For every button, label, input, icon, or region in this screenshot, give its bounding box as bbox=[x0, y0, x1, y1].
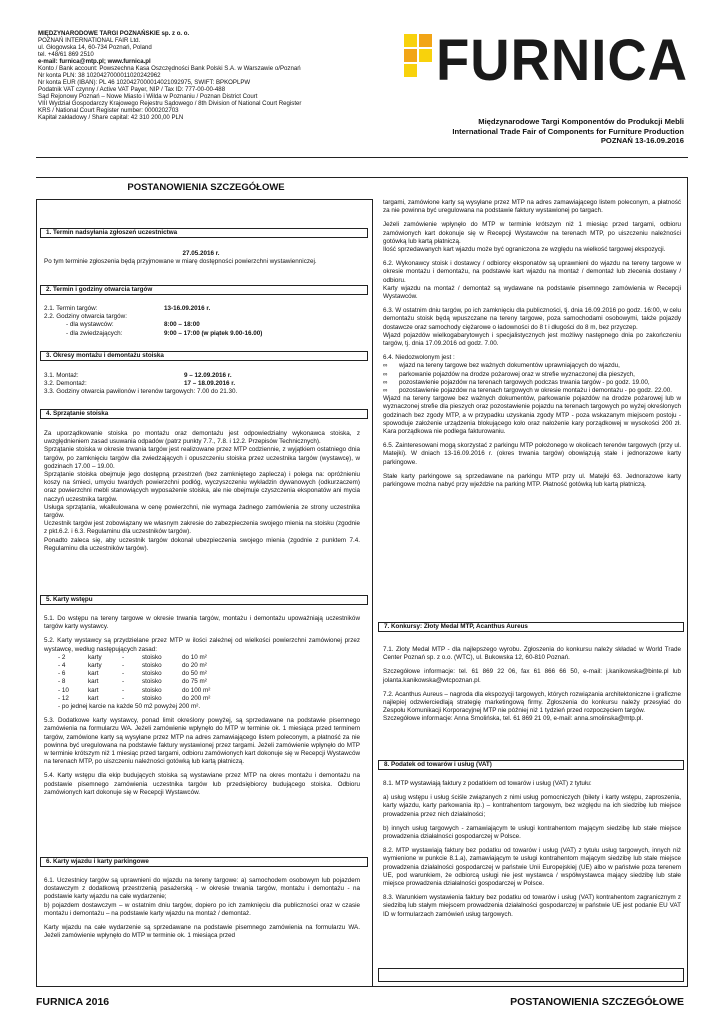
s5-paragraph: 5.3. Dodatkowe karty wystawcy, ponad limit określony powyżej, są sprzedawane na podstawie pisemnego zamówienia na formularzu WA. Jeżeli zamówienie wpłynęło do MTP w terminie ok. 1 miesiąca przed terminem targów, zamówione karty są wysyłane przez MTP na adres zamawiającego listem poleconym, a płatność za nie powinna być uregulowana na podstawie faktury wystawionej przez targami. Jeżeli zamówienie wpłynęło do MTP w terminie krótszym niż 1 miesiąc przed targami, odbioru zamówionych kart dokonuje się w Recepcji Wystawców na terenach MTP, po uiszczeniu należności gotówką lub kartą płatniczą. bbox=[44, 717, 360, 766]
r-paragraph: 8.1. MTP wystawiają faktury z podatkiem od towarów i usług (VAT) z tytułu: bbox=[383, 780, 592, 787]
title-divider-top bbox=[36, 177, 688, 178]
section-3-body bbox=[44, 372, 358, 397]
empty-box bbox=[378, 968, 684, 982]
cards-row: - 8 kart - stoisko do 75 m² bbox=[58, 678, 207, 686]
section-8-body bbox=[383, 780, 681, 925]
s3-value: 9 – 12.09.2016 r. bbox=[184, 372, 232, 379]
s6-paragraph: b) pojazdem dostawczym – w ostatnim dniu targów, dopiero po ich zamknięciu dla publiczności oraz w czasie montażu i demontażu – na podstawie karty wjazdu na montaż / demontaż. bbox=[44, 901, 360, 917]
cards-row: - 4 karty - stoisko do 20 m² bbox=[58, 662, 207, 670]
r-paragraph: 7.2. Acanthus Aureus – nagroda dla ekspozycji targowych, których rozwiązania architektoniczne i graficzne najlepiej odzwierciedlają strategię marketingową firmy. Zgłoszenia do konkursu należy przesyłać do Zespołu Komunikacji Korporacyjnej MTP nie później niż 1 tydzień przed rozpoczęciem targów. bbox=[383, 690, 681, 715]
section-2-body bbox=[44, 305, 358, 338]
s3-value: 17 – 18.09.2016 r. bbox=[184, 380, 236, 388]
r-paragraph: Ilość sprzedawanych kart wjazdu może być ograniczona ze względu na wielkość targowej ekspozycji. bbox=[383, 246, 666, 254]
s2-label: 2.2. Godziny otwarcia targów: bbox=[44, 313, 127, 321]
r-paragraph: Wjazd pojazdów wielkogabarytowych i specjalistycznych jest możliwy następnego dnia po zakończeniu targów, tj. dnia 17.09.2016 od godz. 7.00. bbox=[383, 331, 681, 348]
r-paragraph: targami, zamówione karty są wysyłane przez MTP na adres zamawiającego listem poleconym, a płatność za nie powinna być uregulowana na podstawie faktury wystawionej po targach. bbox=[383, 199, 681, 215]
company-line: KRS / National Court Register number: 0000202703 bbox=[38, 107, 179, 114]
tagline-date: POZNAŃ 13-16.09.2016 bbox=[600, 136, 684, 146]
list-item: ∞ parkowanie pojazdów na drodze pożarowej oraz w strefie wyznaczonej dla pieszych, bbox=[383, 370, 635, 378]
section-4-heading: 4. Sprzątanie stoiska bbox=[40, 409, 368, 419]
company-line: Konto / Bank account: Powszechna Kasa Oszczędności Bank Polski S.A. w Warszawie o/Poznań bbox=[38, 65, 301, 72]
cards-row: - 2 karty - stoisko do 10 m² bbox=[58, 653, 207, 661]
s3-hours: 3.3. Godziny otwarcia pawilonów i terenów targowych: 7.00 do 21.30. bbox=[44, 388, 238, 396]
section-6-heading: 6. Karty wjazdu i karty parkingowe bbox=[40, 857, 368, 867]
r-paragraph: 8.2. MTP wystawiają faktury bez podatku od towarów i usług (VAT) z tytułu usług targowych, innych niż wymienione w punkcie 8.1.a), zamawiającym te usługi kontrahentom mającym siedzibę lub stałe miejsce prowadzenia działalności gospodarczej w państwie Unii Europejskiej (UE) albo w państwie poza terenem UE, pod warunkiem, że odbiorcą usługi nie jest wystawca / współwystawca mający siedzibę lub stałe miejsce prowadzenia działalności gospodarczej w Polsce. bbox=[383, 847, 681, 888]
company-line: Podatnik VAT czynny / Active VAT Payer, NIP / Tax ID: 777-00-00-488 bbox=[38, 86, 226, 93]
r-paragraph: Jeżeli zamówienie wpłynęło do MTP w terminie krótszym niż 1 miesiąc przed targami, odbioru zamówionych kart dokonuje się w Recepcji Wystawców na terenach MTP, po uiszczeniu należności gotówką lub kartą płatniczą. bbox=[383, 221, 681, 245]
r-paragraph: Szczegółowe informacje: tel. 61 869 22 06, fax 61 866 66 50, e-mail: j.kanikowska@binte.pl lub jolanta.kanikowska@wtcpoznan.pl. bbox=[383, 668, 681, 684]
s2-label: - dla zwiedzających: bbox=[66, 329, 123, 337]
s2-value: 8:00 – 18:00 bbox=[164, 321, 200, 329]
left-border bbox=[36, 199, 37, 986]
list-item: ∞ wjazd na tereny targowe bez ważnych dokumentów uprawniających do wjazdu, bbox=[383, 362, 620, 370]
tagline-pl: Międzynarodowe Targi Komponentów do Produkcji Mebli bbox=[478, 117, 684, 126]
cards-row: - 10 kart - stoisko do 100 m² bbox=[58, 686, 211, 694]
r-paragraph: Stałe karty parkingowe są sprzedawane na parkingu MTP przy ul. Matejki 63. Jednorazowe karty parkingowe można nabyć przy wjeździe na parking MTP. Płatność gotówką lub kartą płatniczą. bbox=[383, 472, 681, 489]
section-4-body bbox=[44, 430, 360, 553]
company-info bbox=[38, 30, 368, 121]
right-column bbox=[383, 199, 681, 495]
footer-left: FURNICA 2016 bbox=[36, 996, 110, 1008]
section-1-body bbox=[44, 250, 358, 272]
section-6-body bbox=[44, 877, 360, 946]
s4-paragraph: Sprzątanie stoiska w okresie trwania targów jest realizowane przez MTP codziennie, z wyjątkiem ostatniego dnia targów, po zamknięciu targów dla zwiedzających i opuszczeniu stoiska przez uczestnika targów (wystawcę), w godzinach 17.00 – 19.00. bbox=[44, 446, 360, 470]
section-3-heading: 3. Okresy montażu i demontażu stoiska bbox=[40, 351, 368, 361]
s6-paragraph: 6.1. Uczestnicy targów są uprawnieni do wjazdu na tereny targowe: a) samochodem osobowym lub pojazdem dostawczym z dodatkową przestrzenią pasażerską - w okresie trwania targów, montażu i demontażu - na podstawie karty wjazdu na całe wydarzenie; bbox=[44, 877, 360, 901]
fair-tagline bbox=[344, 117, 684, 146]
r-paragraph: 6.3. W ostatnim dniu targów, po ich zamknięciu dla publiczności, tj. dnia 16.09.2016 po godz. 16:00, w celu demontażu stoisk będą wpuszczane na tereny targowe, poza samochodami osobowymi, także pojazdy dostawcze oraz samochody ciężarowe o ładowności do 8 t i długości do 8 m, bez przyczep. bbox=[383, 307, 681, 331]
title-divider-bottom bbox=[36, 199, 372, 200]
s5-paragraph: 5.1. Do wstępu na tereny targowe w okresie trwania targów, montażu i demontażu upoważniają uczestników targów karty wystawcy. bbox=[44, 615, 360, 631]
s3-label: 3.2. Demontaż: bbox=[44, 380, 87, 388]
r-paragraph: Szczegółowe informacje: Anna Smolińska, tel. 61 869 21 09, e-mail: anna.smolinska@mtp.pl. bbox=[383, 715, 644, 723]
r-paragraph: 8.3. Warunkiem wystawienia faktury bez podatku od towarów i usług (VAT) kontrahentom zagranicznym z siedzibą lub stałym miejscem prowadzenia działalności gospodarczej w państwie UE jest podanie EU VAT ID w formularzach zamówień usług targowych. bbox=[383, 894, 681, 918]
company-line: tel. +48/61 869 2510 bbox=[38, 51, 94, 58]
footer-divider bbox=[36, 986, 688, 987]
list-item: ∞ pozostawienie pojazdów na terenach targowych podczas trwania targów - po godz. 19.00, bbox=[383, 378, 650, 386]
tagline-en: International Trade Fair of Components for Furniture Production bbox=[452, 126, 684, 136]
s4-paragraph: Usługa sprzątania, wkalkulowana w cenę powierzchni, nie wymaga żadnego zamówienia ze strony uczestnika targów. bbox=[44, 503, 360, 520]
company-line: Nr konta EUR (IBAN): PL 46 1020427000014021092975, SWIFT: BPKOPLPW bbox=[38, 79, 251, 86]
section-5-heading: 5. Karty wstępu bbox=[40, 595, 368, 605]
company-line: Kapitał zakładowy / Share capital: 42 310 200,00 PLN bbox=[38, 114, 184, 121]
cards-note: - po jednej karcie na każde 50 m2 powyżej 200 m². bbox=[58, 703, 201, 711]
section-1-heading: 1. Termin nadsyłania zgłoszeń uczestnictwa bbox=[40, 228, 368, 238]
svg-text:FURNICA: FURNICA bbox=[436, 30, 688, 92]
furnica-logo bbox=[400, 30, 690, 92]
s5-paragraph: 5.2. Karty wystawcy są przydzielane przez MTP w ilości zależnej od wielkości powierzchni zamówionej przez wystawcę, według następujących zasad: bbox=[44, 637, 360, 653]
company-line: e-mail: furnica@mtp.pl; www.furnica.pl bbox=[38, 58, 151, 65]
section-7-heading: 7. Konkursy: Złoty Medal MTP, Acanthus Aureus bbox=[378, 622, 684, 632]
r-paragraph: 6.5. Zainteresowani mogą skorzystać z parkingu MTP położonego w okolicach terenów targowych (przy ul. Matejki). W dniach 13-16.09.2016 r. (okres trwania targów) obowiązują stałe i jednorazowe karty parkingowe. bbox=[383, 442, 681, 466]
cards-table bbox=[44, 654, 360, 711]
s2-value: 9:00 – 17:00 (w piątek 9.00-16.00) bbox=[164, 329, 263, 337]
r-paragraph: 6.2. Wykonawcy stoisk i dostawcy / odbiorcy eksponatów są uprawnieni do wjazdu na tereny targowe w okresie montażu i demontażu, na podstawie kart wjazdu na montaż / demontaż lub zlecenia dostawy / odbioru. bbox=[383, 260, 681, 284]
column-divider bbox=[372, 199, 373, 986]
company-line: ul. Głogowska 14, 60-734 Poznań, Poland bbox=[38, 44, 152, 51]
section-8-heading: 8. Podatek od towarów i usług (VAT) bbox=[378, 760, 684, 770]
r-paragraph: Karty wjazdu na montaż / demontaż są wydawane na podstawie pisemnego zamówienia w Recepcji Wystawców. bbox=[383, 284, 681, 301]
company-line: MIĘDZYNARODOWE TARGI POZNAŃSKIE sp. z o. o. bbox=[38, 30, 190, 37]
s2-value: 13-16.09.2016 r. bbox=[164, 305, 211, 312]
deadline-date: 27.05.2016 r. bbox=[182, 250, 220, 257]
section-5-body bbox=[44, 615, 360, 803]
s5-paragraph: 5.4. Karty wstępu dla ekip budujących stoiska są wystawiane przez MTP na okres montażu i demontażu na podstawie pisemnego zamówienia uczestnika targów lub przedsiębiorcy budującego stoiska. Odbioru zamówionych kart dokonuje się w Recepcji Wystawców. bbox=[44, 772, 360, 796]
s4-paragraph: Ponadto zaleca się, aby uczestnik targów dokonał ubezpieczenia swojego mienia (zgodnie z punktem 7.4. Regulaminu dla uczestników targów). bbox=[44, 536, 360, 552]
r-paragraph: 7.1. Złoty Medal MTP - dla najlepszego wyrobu. Zgłoszenia do konkursu należy składać w World Trade Center Poznań sp. z o.o. (WTC), ul. Bukowska 12, 60-810 Poznań. bbox=[383, 646, 681, 662]
right-border bbox=[687, 177, 688, 986]
s2-label: - dla wystawców: bbox=[66, 321, 114, 329]
company-line: VIII Wydział Gospodarczy Krajowego Rejestru Sądowego / 8th Division of National Court Register bbox=[38, 100, 302, 107]
s6-paragraph: Karty wjazdu na całe wydarzenie są sprzedawane na podstawie pisemnego zamówienia na formularzu WA. Jeżeli zamówienie wpłynęło do MTP w terminie ok. 1 miesiąca przed bbox=[44, 924, 360, 940]
header-divider bbox=[36, 157, 688, 158]
s4-paragraph: Uczestnik targów jest zobowiązany we własnym zakresie do zabezpieczenia swojego mienia na stoisku (zgodnie z pkt.6.2. i 6.3. Regulaminu dla uczestników targów). bbox=[44, 520, 360, 536]
page-title: POSTANOWIENIA SZCZEGÓŁOWE bbox=[127, 182, 285, 193]
r-paragraph: 6.4. Niedozwolonym jest : bbox=[383, 354, 455, 362]
r-paragraph: Wjazd na tereny targowe bez ważnych dokumentów, parkowanie pojazdów na drodze pożarowej lub w wyznaczonej strefie dla pieszych oraz pozostawienie pojazdu na terenach targowych po wyżej określonych godzinach bez zgody MTP, a w przypadku uzyskania zgody MTP - poza wskazanym miejscem postoju - spowoduje założenie urządzenia blokującego koło oraz nałożenie kary porządkowej w wysokości 200 zł. Kara porządkowa nie podlega fakturowaniu. bbox=[383, 395, 681, 436]
s4-paragraph: Sprzątanie stoiska obejmuje jego dostępną przestrzeń (bez zamkniętego zaplecza) i polega na: opróżnieniu koszy na śmieci, umyciu twardych powierzchni podłóg, wyczyszczeniu wykładzin dywanowych (odkurzaczem) oraz powierzchni mebli stanowiących wyposażenie stoiska, ale nie obejmuje czyszczenia eksponatów ani mycia naczyń uczestnika targów. bbox=[44, 471, 360, 503]
company-line: POZNAŃ INTERNATIONAL FAIR Ltd. bbox=[38, 37, 141, 44]
list-item: ∞ pozostawienie pojazdów na terenach targowych w okresie montażu i demontażu - po godz. 22.00. bbox=[383, 387, 673, 395]
cards-row: - 12 kart - stoisko do 200 m² bbox=[58, 694, 211, 702]
cards-row: - 6 kart - stoisko do 50 m² bbox=[58, 670, 207, 678]
company-line: Sąd Rejonowy Poznań – Nowe Miasto i Wilda w Poznaniu / Poznan District Court bbox=[38, 93, 258, 100]
s4-paragraph: Za uporządkowanie stoiska po montażu oraz demontażu jest odpowiedzialny wykonawca stoiska, z uwzględnieniem zasad usuwania odpadów (patrz punkty 7.7., 7.8. i 12.2. Przepisów Technicznych). bbox=[44, 430, 360, 446]
r-paragraph: b) innych usług targowych - zamawiającym te usługi kontrahentom mającym siedzibę lub stałe miejsce prowadzenia działalności gospodarczej w Polsce. bbox=[383, 824, 681, 841]
company-line: Nr konta PLN: 38 1020427000011020242962 bbox=[38, 72, 161, 79]
section-2-heading: 2. Termin i godziny otwarcia targów bbox=[40, 285, 368, 295]
section-7-body bbox=[383, 646, 681, 730]
s3-label: 3.1. Montaż: bbox=[44, 372, 79, 379]
section-1-text: Po tym terminie zgłoszenia będą przyjmowane w miarę dostępności powierzchni wystawienniczej. bbox=[44, 258, 317, 266]
r-paragraph: a) usług wstępu i usług ściśle związanych z nimi usług pomocniczych (bilety i karty wstępu, zaproszenia, karty wjazdu, karty parkowania itp.) – kontrahentom targowym, bez względu na ich siedzibę lub miejsce prowadzenia przez nich działalności; bbox=[383, 794, 681, 818]
s2-label: 2.1. Termin targów: bbox=[44, 305, 98, 312]
footer-right: POSTANOWIENIA SZCZEGÓŁOWE bbox=[510, 996, 684, 1008]
